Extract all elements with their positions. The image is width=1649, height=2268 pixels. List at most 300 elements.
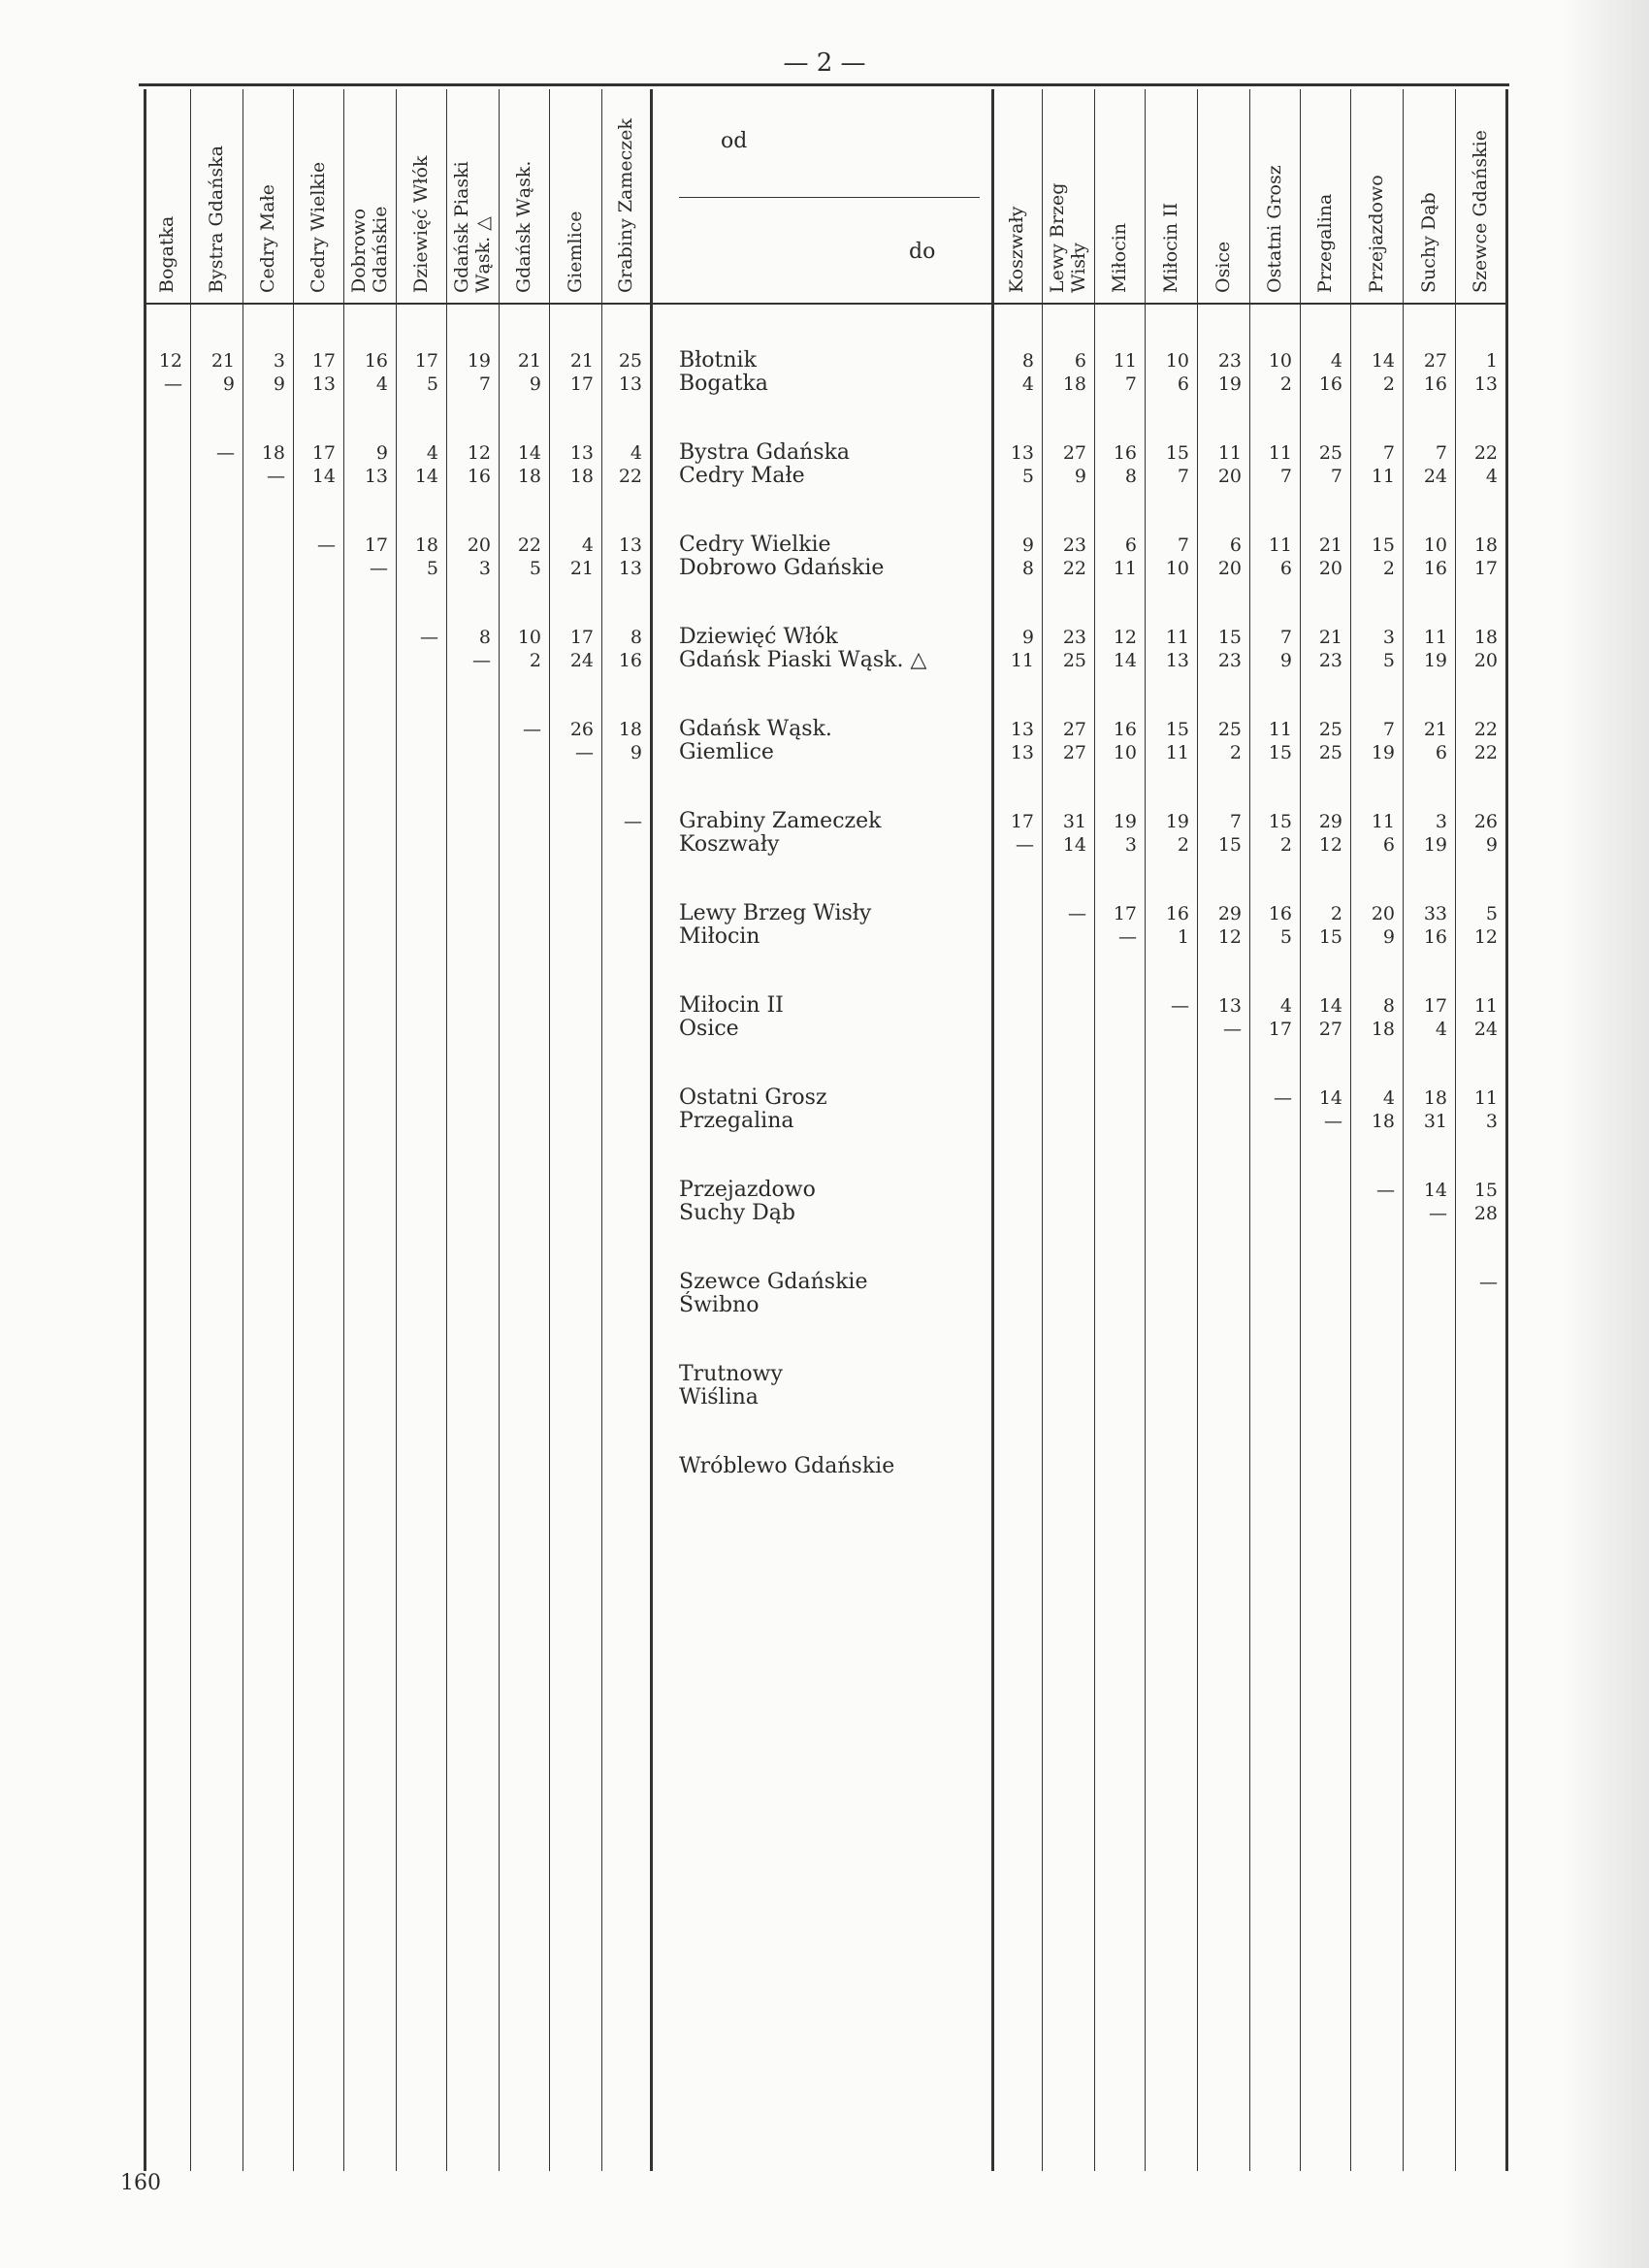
left-value: 18 <box>569 466 594 487</box>
right-value: 11 <box>1473 1087 1498 1109</box>
right-value: — <box>1274 1087 1292 1109</box>
column-rule <box>650 89 653 2171</box>
right-value: 9 <box>1074 466 1086 487</box>
right-value: 33 <box>1423 903 1447 924</box>
right-value: — <box>1068 903 1086 924</box>
right-value: — <box>1223 1019 1242 1040</box>
right-value: 19 <box>1423 650 1447 671</box>
station-name: Miłocin <box>679 924 760 949</box>
right-value: 15 <box>1268 811 1292 832</box>
right-value: 6 <box>1279 558 1292 579</box>
right-value: 2 <box>1382 373 1395 395</box>
right-value: 15 <box>1268 742 1292 763</box>
right-value: 27 <box>1318 1019 1342 1040</box>
station-name: Grabiny Zameczek <box>679 809 882 833</box>
right-value: 4 <box>1021 373 1034 395</box>
right-value: 4 <box>1330 350 1342 372</box>
left-value: 3 <box>478 558 491 579</box>
right-value: 14 <box>1318 1087 1342 1109</box>
right-value: 6 <box>1074 350 1086 372</box>
right-value: 7 <box>1279 466 1292 487</box>
right-value: 26 <box>1473 811 1498 832</box>
right-value: 20 <box>1217 466 1242 487</box>
right-value: 2 <box>1279 373 1292 395</box>
page-edge-shadow <box>1562 0 1649 2268</box>
right-value: 9 <box>1485 834 1498 856</box>
header-to-label: do <box>909 240 936 264</box>
right-value: 29 <box>1318 811 1342 832</box>
left-value: 4 <box>426 442 438 464</box>
right-value: 11 <box>1113 350 1137 372</box>
right-value: 10 <box>1113 742 1137 763</box>
right-value: 6 <box>1229 535 1242 556</box>
right-value: 15 <box>1217 834 1242 856</box>
right-value: 10 <box>1423 535 1447 556</box>
left-value: 14 <box>311 466 336 487</box>
right-value: 20 <box>1473 650 1498 671</box>
left-value: 13 <box>618 373 642 395</box>
right-value: 15 <box>1371 535 1395 556</box>
station-name: Koszwały <box>679 832 780 857</box>
left-value: 5 <box>426 373 438 395</box>
left-value: 19 <box>467 350 491 372</box>
right-column-header: Ostatni Grosz <box>1264 165 1285 293</box>
right-value: 16 <box>1165 903 1189 924</box>
left-value: 16 <box>467 466 491 487</box>
right-value: 10 <box>1165 350 1189 372</box>
right-value: 11 <box>1473 995 1498 1017</box>
right-value: 24 <box>1473 1019 1498 1040</box>
column-rule <box>1197 89 1198 2171</box>
right-value: — <box>1324 1111 1342 1132</box>
right-column-header: Lewy Brzeg Wisły <box>1047 182 1089 293</box>
right-value: 14 <box>1113 650 1137 671</box>
left-value: 4 <box>630 442 642 464</box>
page-number: — 2 — <box>783 49 866 78</box>
right-value: 6 <box>1435 742 1447 763</box>
right-value: 20 <box>1217 558 1242 579</box>
right-value: 17 <box>1473 558 1498 579</box>
right-value: 7 <box>1435 442 1447 464</box>
right-value: 16 <box>1423 373 1447 395</box>
right-value: 23 <box>1062 627 1086 648</box>
right-value: 7 <box>1279 627 1292 648</box>
left-column-header: Cedry Małe <box>257 184 278 293</box>
right-value: 16 <box>1268 903 1292 924</box>
right-value: 9 <box>1382 926 1395 948</box>
right-value: 11 <box>1268 719 1292 740</box>
right-value: 13 <box>1217 995 1242 1017</box>
right-value: 7 <box>1330 466 1342 487</box>
left-value: 18 <box>261 442 285 464</box>
right-value: 16 <box>1113 442 1137 464</box>
right-value: 21 <box>1318 535 1342 556</box>
left-value: 13 <box>569 442 594 464</box>
right-value: 27 <box>1062 719 1086 740</box>
right-value: 7 <box>1382 442 1395 464</box>
right-value: 11 <box>1165 627 1189 648</box>
right-value: 12 <box>1217 926 1242 948</box>
left-value: 25 <box>618 350 642 372</box>
left-value: — <box>624 811 642 832</box>
column-rule <box>991 89 994 2171</box>
right-value: 11 <box>1371 466 1395 487</box>
right-value: 13 <box>1010 442 1034 464</box>
right-value: 4 <box>1279 995 1292 1017</box>
right-value: 18 <box>1473 627 1498 648</box>
left-value: 9 <box>273 373 285 395</box>
right-value: 12 <box>1318 834 1342 856</box>
column-rule <box>499 89 500 2171</box>
left-column-header: Giemlice <box>565 211 586 293</box>
column-rule <box>343 89 344 2171</box>
left-value: 8 <box>478 627 491 648</box>
right-value: 11 <box>1423 627 1447 648</box>
right-value: 13 <box>1473 373 1498 395</box>
right-value: 3 <box>1485 1111 1498 1132</box>
left-value: 13 <box>311 373 336 395</box>
right-value: 6 <box>1382 834 1395 856</box>
right-value: 5 <box>1021 466 1034 487</box>
left-value: 17 <box>311 350 336 372</box>
right-value: 15 <box>1473 1180 1498 1201</box>
right-value: 18 <box>1371 1019 1395 1040</box>
right-value: 9 <box>1021 535 1034 556</box>
right-value: 23 <box>1318 650 1342 671</box>
column-rule <box>1505 89 1508 2171</box>
right-value: 10 <box>1268 350 1292 372</box>
right-value: 7 <box>1177 466 1189 487</box>
right-value: — <box>1118 926 1137 948</box>
right-value: 15 <box>1165 719 1189 740</box>
column-rule <box>1249 89 1250 2171</box>
right-value: 1 <box>1485 350 1498 372</box>
left-value: — <box>216 442 235 464</box>
left-value: 9 <box>630 742 642 763</box>
right-value: 9 <box>1279 650 1292 671</box>
left-column-header: Grabiny Zameczek <box>615 117 636 293</box>
right-column-header: Miłocin <box>1109 222 1130 293</box>
left-column-header: Dziewięć Włók <box>410 155 432 293</box>
column-rule <box>1145 89 1146 2171</box>
station-name: Przegalina <box>679 1109 794 1133</box>
right-column-header: Przegalina <box>1314 193 1336 293</box>
right-value: 23 <box>1217 350 1242 372</box>
od-do-divider <box>679 197 980 198</box>
left-column-header: Cedry Wielkie <box>307 161 329 293</box>
top-rule <box>139 83 1509 86</box>
right-value: 23 <box>1217 650 1242 671</box>
right-value: 25 <box>1318 742 1342 763</box>
right-value: 4 <box>1485 466 1498 487</box>
left-value: 2 <box>529 650 541 671</box>
left-value: 26 <box>569 719 594 740</box>
right-column-header: Przejazdowo <box>1366 175 1387 293</box>
left-value: 21 <box>569 350 594 372</box>
left-value: 12 <box>158 350 182 372</box>
left-value: 16 <box>364 350 388 372</box>
right-value: 21 <box>1318 627 1342 648</box>
right-column-header: Szewce Gdańskie <box>1470 130 1491 293</box>
right-value: 11 <box>1165 742 1189 763</box>
right-value: 18 <box>1423 1087 1447 1109</box>
station-name: Wróblewo Gdańskie <box>679 1454 895 1478</box>
right-value: 14 <box>1062 834 1086 856</box>
right-value: 9 <box>1021 627 1034 648</box>
station-name: Szewce Gdańskie <box>679 1270 868 1294</box>
column-rule <box>293 89 294 2171</box>
left-value: 22 <box>618 466 642 487</box>
right-value: — <box>1171 995 1189 1017</box>
left-value: 13 <box>364 466 388 487</box>
left-value: 12 <box>467 442 491 464</box>
left-value: — <box>523 719 541 740</box>
station-name: Gdańsk Wąsk. <box>679 717 832 741</box>
left-value: 21 <box>517 350 541 372</box>
right-column-header: Osice <box>1212 241 1234 293</box>
column-rule <box>1455 89 1456 2171</box>
right-value: 4 <box>1382 1087 1395 1109</box>
right-value: 6 <box>1124 535 1137 556</box>
station-name: Trutnowy <box>679 1362 783 1386</box>
left-value: 18 <box>618 719 642 740</box>
left-value: 17 <box>364 535 388 556</box>
left-value: 20 <box>467 535 491 556</box>
right-value: 4 <box>1435 1019 1447 1040</box>
column-rule <box>144 89 146 2171</box>
right-value: 11 <box>1268 535 1292 556</box>
left-value: 10 <box>517 627 541 648</box>
right-value: 21 <box>1423 719 1447 740</box>
right-value: 11 <box>1371 811 1395 832</box>
right-value: 19 <box>1423 834 1447 856</box>
header-rule <box>144 303 1505 305</box>
left-value: 9 <box>529 373 541 395</box>
right-value: 11 <box>1217 442 1242 464</box>
left-value: 3 <box>273 350 285 372</box>
right-value: 15 <box>1217 627 1242 648</box>
left-value: 13 <box>618 535 642 556</box>
station-name: Osice <box>679 1017 739 1041</box>
left-value: 18 <box>414 535 438 556</box>
station-name: Suchy Dąb <box>679 1201 795 1225</box>
right-value: 23 <box>1062 535 1086 556</box>
right-column-header: Suchy Dąb <box>1418 192 1439 293</box>
right-column-header: Miłocin II <box>1160 202 1181 293</box>
right-value: 11 <box>1010 650 1034 671</box>
station-name: Gdańsk Piaski Wąsk. △ <box>679 648 927 672</box>
station-name: Bystra Gdańska <box>679 440 851 465</box>
right-value: — <box>1429 1203 1447 1224</box>
right-value: 2 <box>1177 834 1189 856</box>
column-rule <box>1094 89 1095 2171</box>
right-value: 16 <box>1318 373 1342 395</box>
right-value: 12 <box>1113 627 1137 648</box>
left-column-header: Bogatka <box>156 215 178 293</box>
right-value: 17 <box>1423 995 1447 1017</box>
left-value: 16 <box>618 650 642 671</box>
left-value: — <box>164 373 182 395</box>
right-value: 5 <box>1382 650 1395 671</box>
folio-number: 160 <box>120 2171 161 2195</box>
right-value: 8 <box>1021 558 1034 579</box>
right-value: 27 <box>1062 442 1086 464</box>
left-column-header: Bystra Gdańska <box>206 145 227 293</box>
column-rule <box>1350 89 1351 2171</box>
right-value: 19 <box>1217 373 1242 395</box>
left-value: 22 <box>517 535 541 556</box>
right-value: 18 <box>1473 535 1498 556</box>
right-value: 25 <box>1318 442 1342 464</box>
right-value: 1 <box>1177 926 1189 948</box>
left-value: 13 <box>618 558 642 579</box>
station-name: Bogatka <box>679 372 768 396</box>
station-name: Dziewięć Włók <box>679 625 838 649</box>
column-rule <box>242 89 243 2171</box>
station-name: Cedry Wielkie <box>679 533 831 557</box>
right-value: 18 <box>1371 1111 1395 1132</box>
left-value: 24 <box>569 650 594 671</box>
left-value: — <box>370 558 388 579</box>
left-value: 5 <box>529 558 541 579</box>
column-rule <box>1042 89 1043 2171</box>
right-value: 25 <box>1318 719 1342 740</box>
column-rule <box>601 89 602 2171</box>
right-value: 8 <box>1124 466 1137 487</box>
right-value: 8 <box>1382 995 1395 1017</box>
right-value: 28 <box>1473 1203 1498 1224</box>
left-value: 14 <box>517 442 541 464</box>
right-value: 19 <box>1113 811 1137 832</box>
left-value: 8 <box>630 627 642 648</box>
right-value: 16 <box>1423 558 1447 579</box>
column-rule <box>190 89 191 2171</box>
right-value: 2 <box>1229 742 1242 763</box>
station-name: Błotnik <box>679 348 757 373</box>
right-value: 16 <box>1113 719 1137 740</box>
left-value: 9 <box>375 442 388 464</box>
right-value: 19 <box>1371 742 1395 763</box>
left-value: — <box>317 535 336 556</box>
column-rule <box>396 89 397 2171</box>
right-value: 17 <box>1113 903 1137 924</box>
right-value: 19 <box>1165 811 1189 832</box>
station-name: Przejazdowo <box>679 1178 816 1202</box>
column-rule <box>549 89 550 2171</box>
left-value: 14 <box>414 466 438 487</box>
station-name: Cedry Małe <box>679 464 805 488</box>
left-value: — <box>420 627 438 648</box>
right-column-header: Koszwały <box>1006 206 1027 293</box>
left-value: 18 <box>517 466 541 487</box>
left-value: 5 <box>426 558 438 579</box>
left-value: 4 <box>581 535 594 556</box>
right-value: — <box>1016 834 1034 856</box>
right-value: 18 <box>1062 373 1086 395</box>
right-value: 11 <box>1268 442 1292 464</box>
right-value: 13 <box>1165 650 1189 671</box>
right-value: 29 <box>1217 903 1242 924</box>
right-value: — <box>1376 1180 1395 1201</box>
right-value: 2 <box>1382 558 1395 579</box>
left-value: 4 <box>375 373 388 395</box>
left-value: 17 <box>569 373 594 395</box>
right-value: 27 <box>1062 742 1086 763</box>
right-value: 17 <box>1268 1019 1292 1040</box>
right-value: 8 <box>1021 350 1034 372</box>
left-value: 9 <box>222 373 235 395</box>
right-value: 10 <box>1165 558 1189 579</box>
right-value: 5 <box>1279 926 1292 948</box>
right-value: 2 <box>1279 834 1292 856</box>
station-name: Ostatni Grosz <box>679 1085 827 1110</box>
right-value: 15 <box>1318 926 1342 948</box>
right-value: 6 <box>1177 373 1189 395</box>
station-name: Miłocin II <box>679 993 784 1018</box>
right-value: 13 <box>1010 719 1034 740</box>
station-name: Wiślina <box>679 1385 759 1409</box>
right-value: 7 <box>1229 811 1242 832</box>
right-value: 22 <box>1062 558 1086 579</box>
left-value: 17 <box>569 627 594 648</box>
right-value: 25 <box>1062 650 1086 671</box>
left-value: — <box>267 466 285 487</box>
column-rule <box>1403 89 1404 2171</box>
left-value: 17 <box>414 350 438 372</box>
left-column-header: Gdańsk Piaski Wąsk. △ <box>451 161 494 293</box>
left-value: — <box>575 742 594 763</box>
right-value: 13 <box>1010 742 1034 763</box>
right-value: 3 <box>1382 627 1395 648</box>
right-value: 7 <box>1177 535 1189 556</box>
left-value: 21 <box>210 350 235 372</box>
right-value: 11 <box>1113 558 1137 579</box>
right-value: 14 <box>1371 350 1395 372</box>
right-value: 2 <box>1330 903 1342 924</box>
right-value: 27 <box>1423 350 1447 372</box>
right-value: 22 <box>1473 442 1498 464</box>
left-column-header: Dobrowo Gdańskie <box>348 206 391 293</box>
right-value: 22 <box>1473 719 1498 740</box>
right-value: 14 <box>1318 995 1342 1017</box>
station-name: Lewy Brzeg Wisły <box>679 901 872 925</box>
right-value: 31 <box>1062 811 1086 832</box>
right-value: 7 <box>1382 719 1395 740</box>
left-value: — <box>472 650 491 671</box>
right-value: 12 <box>1473 926 1498 948</box>
right-value: 22 <box>1473 742 1498 763</box>
station-name: Dobrowo Gdańskie <box>679 556 885 580</box>
header-from-label: od <box>721 129 748 153</box>
left-value: 17 <box>311 442 336 464</box>
right-value: 3 <box>1124 834 1137 856</box>
column-rule <box>1300 89 1301 2171</box>
right-value: 16 <box>1423 926 1447 948</box>
right-value: 20 <box>1318 558 1342 579</box>
station-name: Świbno <box>679 1293 760 1317</box>
right-value: 20 <box>1371 903 1395 924</box>
right-value: 24 <box>1423 466 1447 487</box>
right-value: 17 <box>1010 811 1034 832</box>
column-rule <box>446 89 447 2171</box>
left-column-header: Gdańsk Wąsk. <box>513 160 534 293</box>
station-name: Giemlice <box>679 740 774 764</box>
right-value: 25 <box>1217 719 1242 740</box>
right-value: 3 <box>1435 811 1447 832</box>
right-value: 14 <box>1423 1180 1447 1201</box>
left-value: 21 <box>569 558 594 579</box>
right-value: — <box>1479 1272 1498 1293</box>
